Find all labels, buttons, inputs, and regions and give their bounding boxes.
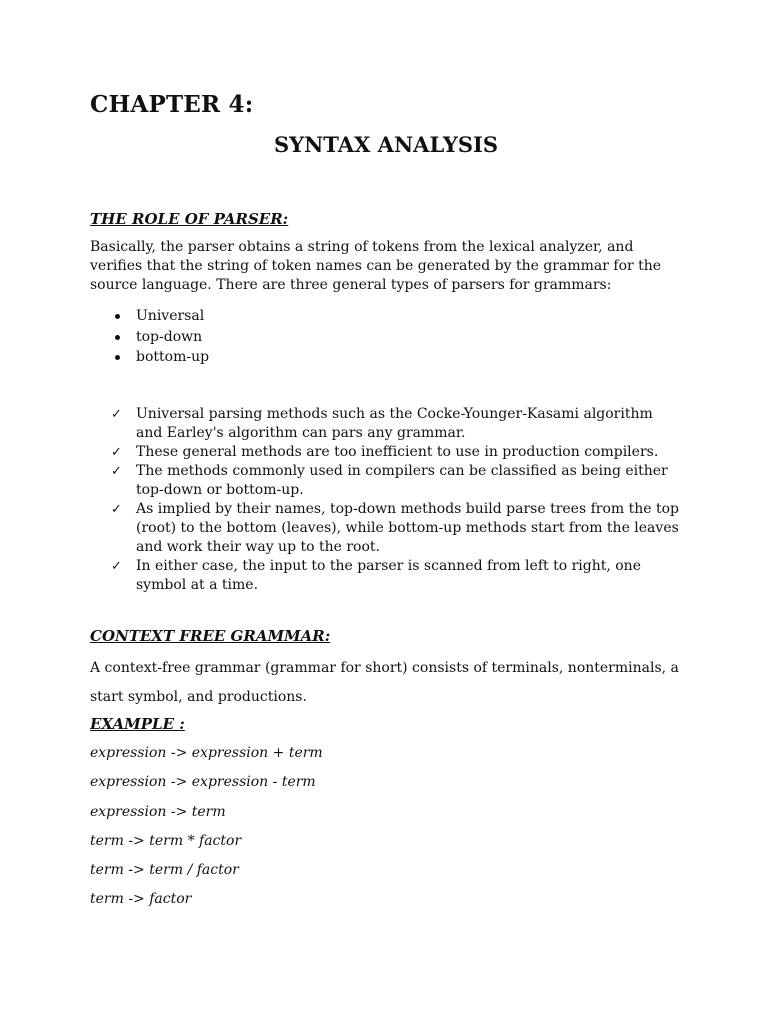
list-item-text: Universal [136, 308, 205, 324]
list-item-text: top-down [136, 328, 203, 345]
checklist-item [90, 500, 680, 557]
list-item-text: bottom-up [136, 349, 210, 365]
checkmark-icon: ✓ [111, 407, 122, 422]
list-item [90, 347, 209, 368]
checkmark-icon: ✓ [111, 464, 122, 479]
bullet-dot-icon [115, 314, 120, 319]
page-title: SYNTAX ANALYSIS [273, 132, 499, 157]
grammar-rules-list [90, 741, 323, 917]
example-heading: EXAMPLE : [90, 715, 185, 733]
chapter-label: CHAPTER 4: [90, 91, 254, 118]
parser-types-list [90, 306, 209, 368]
bullet-dot-icon [115, 355, 120, 360]
checklist-item-text: Universal parsing methods such as the Cocke-Younger-Kasami algorithm and Earley's algorithm can pars any grammar. [136, 406, 653, 441]
section-heading-context-free-grammar: CONTEXT FREE GRAMMAR: [90, 627, 331, 645]
checkmark-icon: ✓ [111, 445, 122, 460]
role-of-parser-paragraph: Basically, the parser obtains a string of tokens from the lexical analyzer, and verifies that the string of token names can be generated by the grammar for the source language. There are three general types of parsers for grammars: [90, 239, 662, 293]
grammar-rule: expression -> term [90, 803, 226, 820]
parser-notes-checklist [90, 405, 680, 595]
checklist-item [90, 405, 680, 443]
grammar-rule: expression -> expression - term [90, 774, 316, 791]
checkmark-icon: ✓ [111, 559, 122, 574]
bullet-dot-icon [115, 335, 120, 340]
checklist-item-text: As implied by their names, top-down methods build parse trees from the top (root) to the bottom (leaves), while bottom-up methods start from the leaves and work their way up to the root. [136, 501, 680, 555]
checklist-item-text: The methods commonly used in compilers can be classified as being either top-down or bottom-up. [136, 463, 668, 498]
grammar-rule: term -> term / factor [90, 862, 239, 879]
checklist-item-text: In either case, the input to the parser is scanned from left to right, one symbol at a time. [136, 558, 641, 593]
checklist-item [90, 462, 680, 500]
context-free-grammar-paragraph: A context-free grammar (grammar for short) consists of terminals, nonterminals, a start symbol, and productions. [90, 660, 679, 705]
grammar-rule: expression -> expression + term [90, 745, 323, 761]
grammar-rule: term -> term * factor [90, 832, 242, 849]
list-item [90, 327, 209, 348]
checkmark-icon: ✓ [111, 502, 122, 517]
checklist-item [90, 557, 680, 595]
section-heading-role-of-parser: THE ROLE OF PARSER: [90, 210, 289, 228]
checklist-item-text: These general methods are too inefficient to use in production compilers. [136, 444, 659, 460]
list-item [90, 306, 209, 327]
grammar-rule: term -> factor [90, 891, 192, 908]
checklist-item [90, 443, 680, 462]
